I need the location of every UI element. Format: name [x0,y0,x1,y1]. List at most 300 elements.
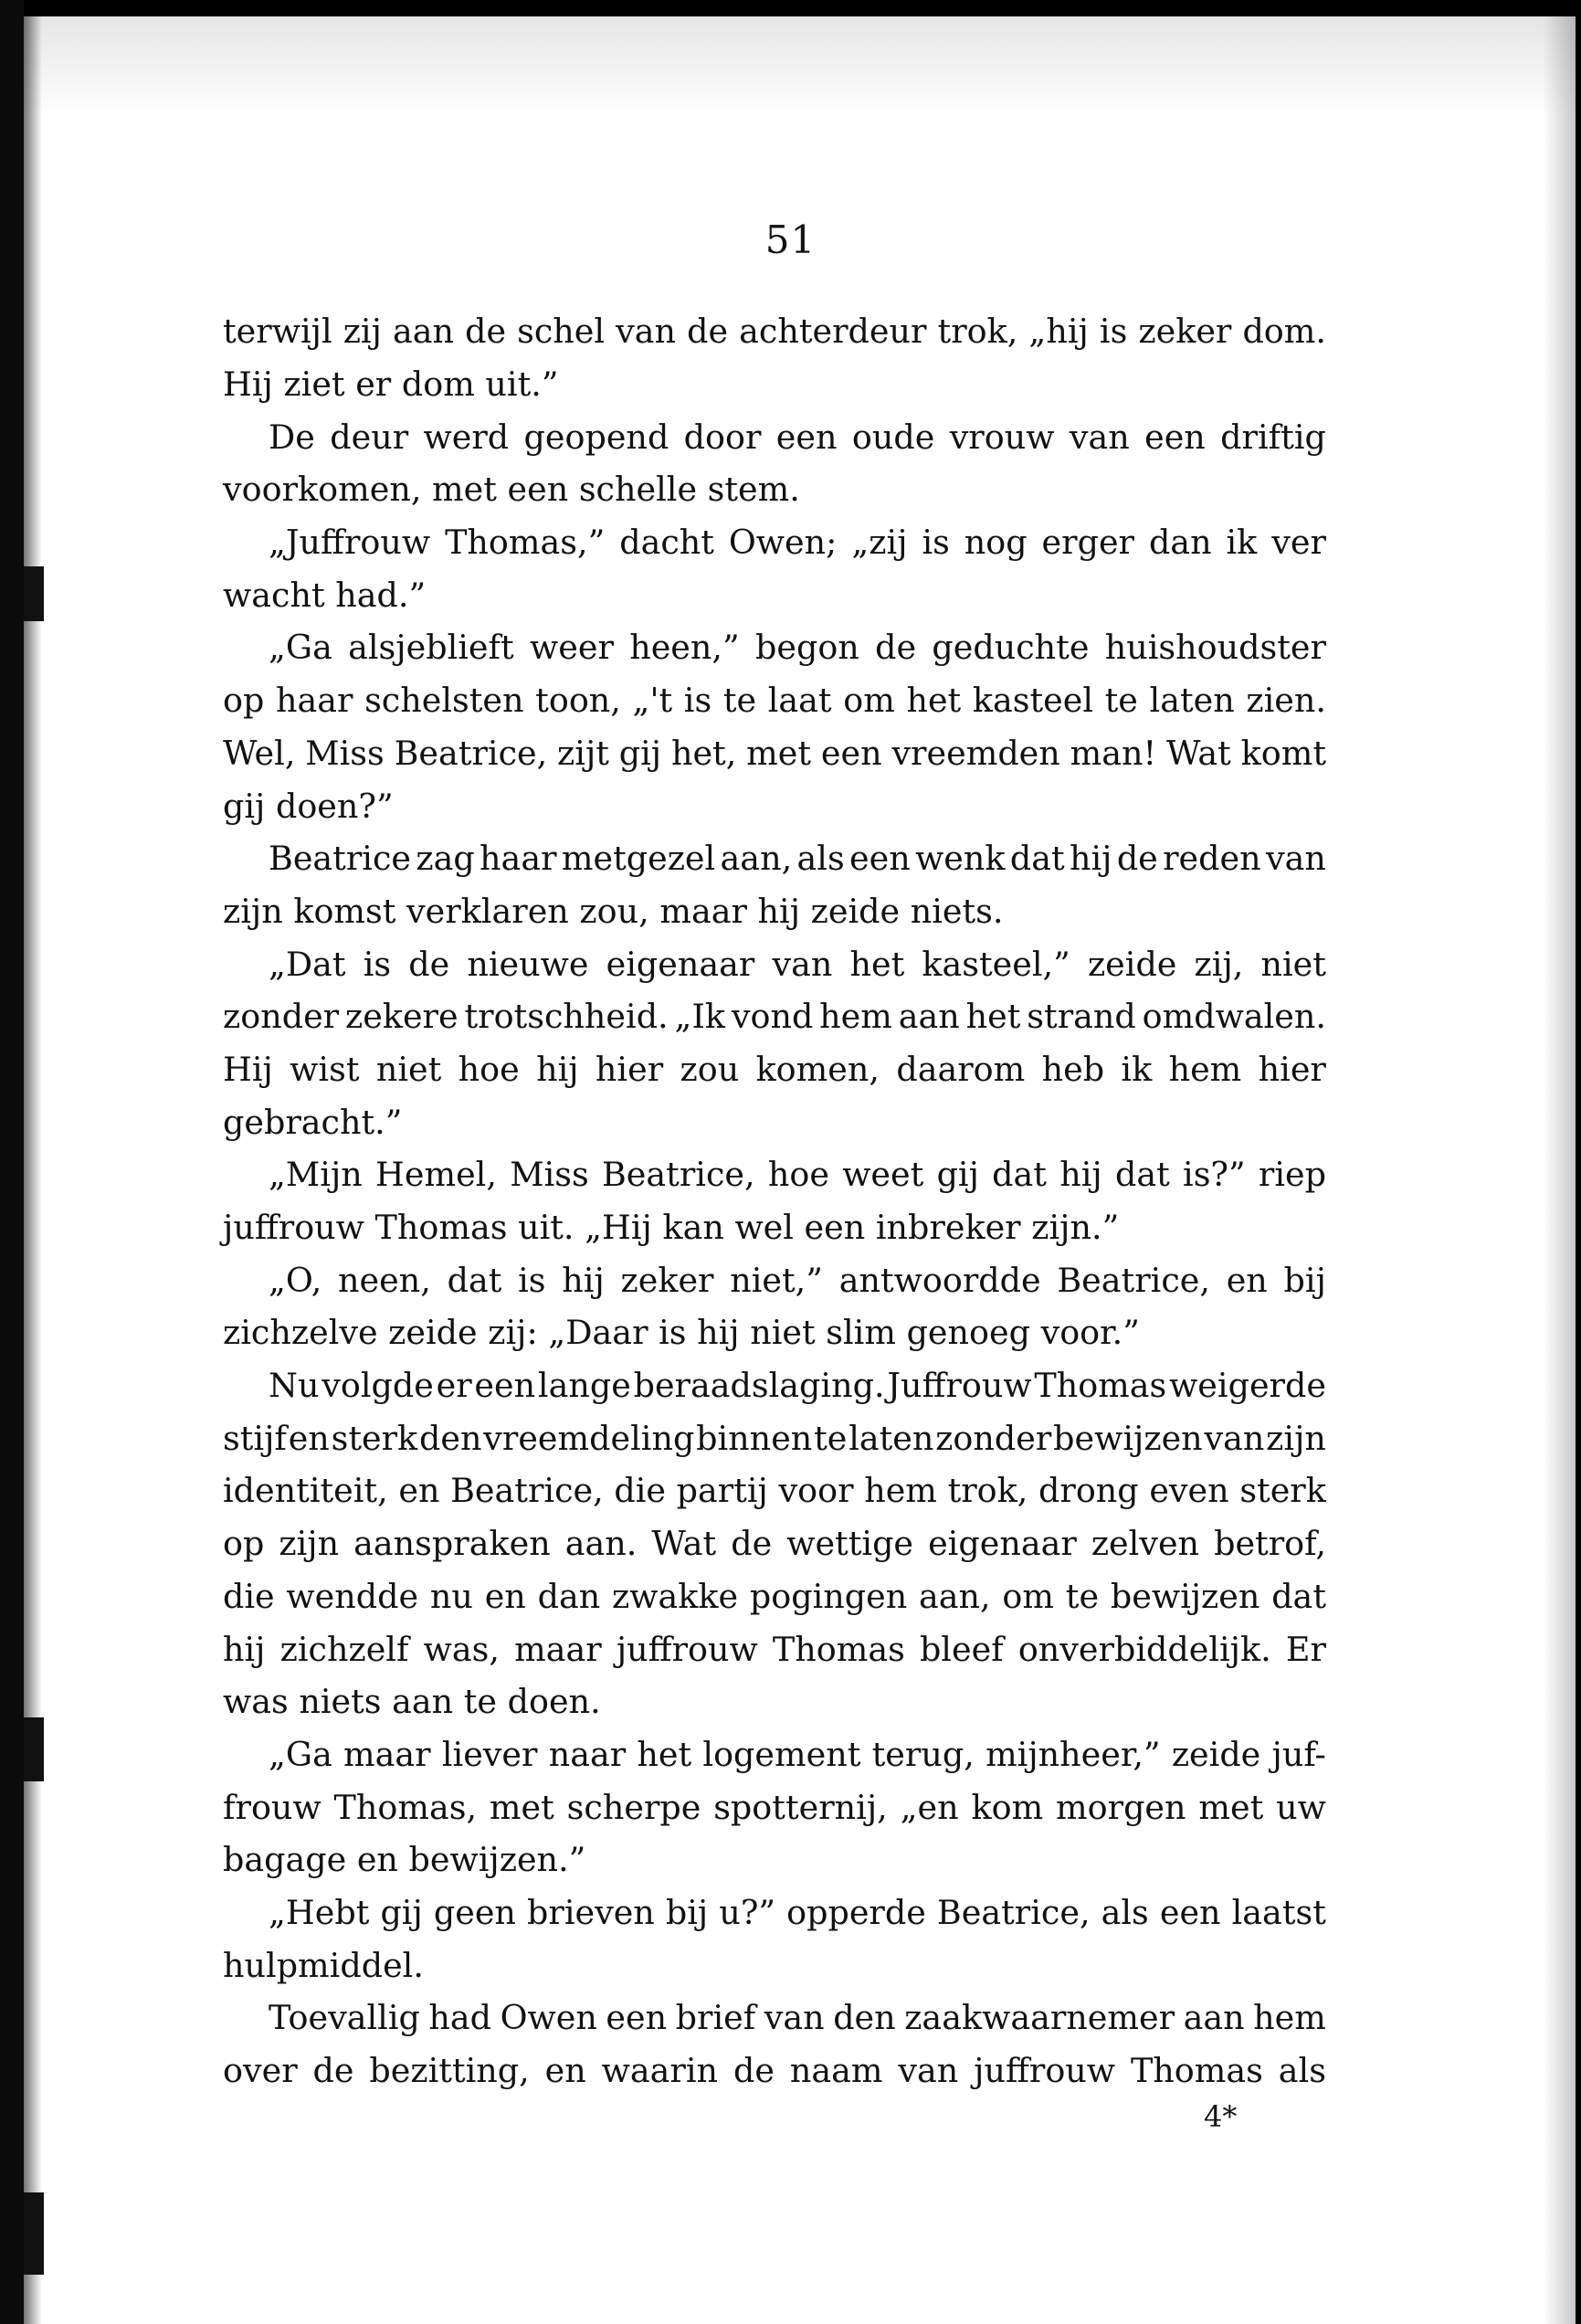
word: er [436,1366,472,1406]
word: van [1204,1418,1265,1458]
scan-right-border [1576,0,1581,2324]
word: weer [530,628,614,668]
word: stijf [223,1418,287,1458]
word: door [683,417,762,457]
word: laten [848,1418,934,1458]
word: te [1104,681,1138,721]
word: frouw [223,1787,321,1827]
word: de [1116,839,1158,879]
word: om [1002,1576,1055,1616]
word: begon [754,628,859,668]
text-line [223,937,1326,990]
word: brieven [527,1892,655,1932]
text-line: gij doen?” [223,786,394,826]
word: van [1265,839,1326,879]
word: dom. [1242,312,1326,352]
word: eigenaar [928,1524,1077,1564]
page-right-shadow [1543,16,1576,2324]
text-line: hulpmiddel. [223,1945,424,1985]
word: mijnheer,” [985,1734,1161,1774]
scan-top-border [0,0,1581,16]
word: den [833,1998,896,2038]
word: niet [375,1049,442,1089]
word: zwakke [612,1576,739,1616]
word: laatst [1231,1892,1326,1932]
word: dan [537,1576,601,1616]
word: aan. [564,1524,638,1564]
word: zijn [1266,1418,1326,1458]
word: van [764,1998,825,2038]
text-line: voorkomen, met een schelle stem. [223,470,800,510]
word: haar [275,681,353,721]
word: voor [778,1471,854,1511]
binding-shadow [24,0,42,2324]
text-line [223,305,1326,358]
text-line: bagage en bewijzen.” [223,1840,586,1880]
word: oude [851,417,935,457]
word: den [418,1418,482,1458]
word: vond [731,997,814,1037]
word: beraadslaging. [633,1366,885,1406]
text-line [223,1411,1326,1464]
word: omdwalen. [1142,997,1326,1037]
word: Wat [651,1524,717,1564]
word: zonder [223,997,340,1037]
word: aan [1183,1998,1245,2038]
text-line: gebracht.” [223,1102,403,1142]
word: waarin [601,2051,719,2091]
word: „O, [269,1260,322,1300]
word: kom [971,1787,1044,1827]
word: geduchte [932,628,1090,668]
word: niet [1260,944,1326,984]
word: metgezel [561,839,716,879]
word: komen, [755,1049,880,1089]
text-line: wacht had.” [223,575,427,615]
word: juffrouw [616,1629,758,1669]
word: daarom [896,1049,1026,1089]
word: gij [936,1155,979,1195]
word: een [474,1366,536,1406]
word: niet,” [730,1260,823,1300]
word: naar [548,1734,627,1774]
word: Beatrice, [936,1892,1091,1932]
word: „en [900,1787,959,1827]
word: kasteel [972,681,1093,721]
word: had [428,1998,492,2038]
word: „Hebt [269,1892,370,1932]
word: Owen; [728,523,838,563]
text-line: juffrouw Thomas uit. „Hij kan wel een inbreker zijn.” [223,1208,1120,1248]
word: De [269,417,315,457]
word: juf- [1271,1734,1326,1774]
word: weigerde [1169,1366,1326,1406]
word: wenk [915,839,1006,879]
word: het [965,997,1021,1037]
word: dat [992,1155,1047,1195]
word: van [1069,417,1130,457]
text-line [223,1464,1326,1517]
word: terwijl [223,312,332,352]
word: nu [429,1576,473,1616]
word: liever [441,1734,538,1774]
word: een [1144,417,1206,457]
text-line [223,727,1326,780]
word: zeide [1087,944,1177,984]
word: aanspraken [353,1524,551,1564]
word: Beatrice, [450,1471,604,1511]
word: volgde [321,1366,434,1406]
word: op [223,681,265,721]
word: „zij [851,523,908,563]
word: en [288,1418,330,1458]
text-line [223,1148,1326,1201]
word: nieuwe [467,944,589,984]
word: haar [480,839,557,879]
word: wist [290,1049,360,1089]
word: die [614,1471,666,1511]
word: eigenaar [606,944,755,984]
word: deur [330,417,409,457]
word: vreemden [891,733,1060,773]
word: van [898,2051,959,2091]
word: huishoudster [1104,628,1326,668]
text-line [223,621,1326,674]
text-line [223,1043,1326,1096]
word: is [363,944,392,984]
text-line: Hij ziet er dom uit.” [223,364,559,405]
word: bij [665,1892,709,1932]
word: zij [343,312,382,352]
word: laat [767,681,832,721]
word: maar [343,1734,431,1774]
text-line [223,410,1326,463]
word: te [1065,1576,1100,1616]
text-line [223,1728,1326,1781]
word: „Ik [674,997,725,1037]
word: aan [392,312,455,352]
word: u?” [719,1892,776,1932]
word: en [544,2051,586,2091]
word: is [922,523,950,563]
word: de [312,2051,354,2091]
word: even [1149,1471,1229,1511]
word: ver [1271,523,1326,563]
word: logement [702,1734,861,1774]
word: dan [1148,523,1212,563]
word: zeker [620,1260,714,1300]
binding-mark [24,566,44,621]
word: vrouw [949,417,1055,457]
word: Hij [223,1049,273,1089]
word: van [772,944,833,984]
word: uw [1276,1787,1326,1827]
word: hij [536,1049,579,1089]
word: wettige [786,1524,914,1564]
text-line: was niets aan te doen. [223,1682,601,1722]
word: Thomas, [333,1787,478,1827]
word: heb [1041,1049,1105,1089]
word: spotternij, [713,1787,888,1827]
text-line [223,516,1326,569]
word: man! [1070,733,1157,773]
word: Beatrice [269,839,412,879]
word: bij [1283,1260,1326,1300]
word: ik [1121,1049,1153,1089]
word: Thomas [772,1629,905,1669]
word: de [465,312,507,352]
text-line: zijn komst verklaren zou, maar hij zeide niets. [223,891,1004,931]
word: de [731,1524,773,1564]
word: aan, [919,1576,991,1616]
text-line [223,1517,1326,1570]
word: Thomas [1034,1366,1167,1406]
word: en [484,1576,526,1616]
word: schelsten [364,681,524,721]
word: zien. [1246,681,1326,721]
text-line [223,990,1326,1043]
text-line [223,832,1326,885]
word: zijt [557,733,609,773]
word: sterk [1239,1471,1326,1511]
word: een [820,733,882,773]
word: met [746,733,812,773]
text-line [223,1359,1326,1412]
word: hij [1059,1155,1102,1195]
text-line [223,1622,1326,1675]
word: Beatrice, [394,733,548,773]
word: zeide [1171,1734,1261,1774]
word: dat [1271,1576,1326,1616]
word: riep [1258,1155,1326,1195]
word: zekere [345,997,458,1037]
word: Miss [510,1155,589,1195]
word: de [733,2051,775,2091]
word: met [489,1787,554,1827]
text-line [223,1886,1326,1939]
word: pogingen [749,1576,908,1616]
word: zelven [1091,1524,1200,1564]
word: de [408,944,450,984]
word: hier [595,1049,664,1089]
text-line [223,2044,1326,2097]
signature-mark: 4* [1204,2099,1238,2134]
word: „Ga [269,628,332,668]
word: bewijzen [1110,1576,1260,1616]
scan-top-shadow [0,16,1581,117]
word: strand [1027,997,1136,1037]
word: laten [1149,681,1235,721]
word: zou [680,1049,740,1089]
word: zij, [1194,944,1244,984]
word: dacht [619,523,714,563]
word: reden [1163,839,1261,879]
word: hem [819,997,892,1037]
word: trok, [947,1471,1028,1511]
word: als [1278,2051,1326,2091]
word: bleef [919,1629,1004,1669]
word: werd [423,417,510,457]
word: bezitting, [369,2051,530,2091]
word: „Ga [269,1734,332,1774]
word: onverbiddelijk. [1017,1629,1271,1669]
word: lange [537,1366,631,1406]
word: is [683,681,712,721]
word: driftig [1220,417,1326,457]
word: achterdeur [739,312,927,352]
word: op [223,1524,265,1564]
word: de [875,628,917,668]
word: ik [1226,523,1258,563]
word: „'t [632,681,673,721]
word: zeker [1138,312,1232,352]
text-line: zichzelve zeide zij: „Daar is hij niet slim genoeg voor.” [223,1313,1140,1353]
word: om [843,681,895,721]
word: terug, [871,1734,975,1774]
word: is [1099,312,1128,352]
word: zag [416,839,475,879]
word: met [1198,1787,1264,1827]
word: hier [1258,1049,1326,1089]
word: Wat [1166,733,1231,773]
word: en [1226,1260,1268,1300]
word: zonder [935,1418,1052,1458]
word: nog [964,523,1028,563]
word: is [518,1260,546,1300]
word: „Dat [269,944,346,984]
word: bewijzen [1053,1418,1203,1458]
word: dat [1114,1155,1170,1195]
word: gij [380,1892,423,1932]
word: en [398,1471,440,1511]
text-line [223,1991,1326,2044]
word: zijn [279,1524,340,1564]
word: over [223,2051,298,2091]
word: komt [1240,733,1326,773]
word: Beatrice, [601,1155,755,1195]
word: aan, [720,839,793,879]
word: betrof, [1214,1524,1326,1564]
word: Thomas,” [445,523,606,563]
word: hoe [767,1155,829,1195]
word: maar [514,1629,602,1669]
body-text [223,305,1326,2097]
word: geopend [523,417,669,457]
word: trotschheid. [464,997,669,1037]
word: het [849,944,905,984]
word: wendde [286,1576,419,1616]
word: hem [1168,1049,1242,1089]
word: binnen [696,1418,813,1458]
word: van [616,312,677,352]
word: Hemel, [375,1155,497,1195]
word: „Juffrouw [269,523,431,563]
word: neen, [338,1260,431,1300]
word: Nu [269,1366,320,1406]
word: hoe [458,1049,520,1089]
word: aan [898,997,960,1037]
word: opperde [786,1892,926,1932]
word: zaakwaarnemer [904,1998,1175,2038]
word: schel [517,312,606,352]
word: Miss [305,733,385,773]
text-line [223,1570,1326,1623]
word: morgen [1056,1787,1186,1827]
word: trok, [937,312,1018,352]
word: het [637,1734,692,1774]
word: Beatrice, [1057,1260,1210,1300]
word: een [849,839,911,879]
word: te [814,1418,848,1458]
word: Er [1285,1629,1326,1669]
word: een [775,417,838,457]
word: is?” [1183,1155,1246,1195]
binding-mark [24,2192,44,2275]
word: dat [447,1260,502,1300]
word: Owen [500,1998,597,2038]
word: alsjeblieft [348,628,514,668]
word: als [1101,1892,1149,1932]
word: brief [675,1998,756,2038]
text-line [223,1780,1326,1833]
word: scherpe [566,1787,701,1827]
word: een [606,1998,668,2038]
word: hem [1253,1998,1326,2038]
word: kasteel,” [922,944,1070,984]
word: naam [789,2051,883,2091]
word: gij [618,733,662,773]
word: hij [562,1260,605,1300]
word: die [223,1576,275,1616]
word: weet [842,1155,924,1195]
word: vreemdeling [483,1418,695,1458]
word: sterk [331,1418,418,1458]
word: toon, [535,681,621,721]
word: zichzelf [279,1629,409,1669]
word: hij [223,1629,266,1669]
word: juffrouw [974,2051,1116,2091]
text-line [223,674,1326,727]
text-line [223,1253,1326,1306]
word: geen [433,1892,516,1932]
word: „hij [1028,312,1089,352]
word: Juffrouw [887,1366,1032,1406]
word: identiteit, [223,1471,388,1511]
word: partij [676,1471,768,1511]
word: Toevallig [269,1998,420,2038]
word: erger [1041,523,1135,563]
word: het [906,681,962,721]
book-binding-edge [0,0,24,2324]
word: „Mijn [269,1155,363,1195]
word: te [722,681,757,721]
page-number: 51 [764,217,817,262]
word: antwoordde [838,1260,1041,1300]
word: een [1159,1892,1221,1932]
binding-mark [24,1717,44,1781]
word: hem [864,1471,937,1511]
word: heen,” [629,628,740,668]
word: als [796,839,845,879]
word: Wel, [223,733,296,773]
word: was, [423,1629,500,1669]
word: dat [1009,839,1065,879]
word: hij [1069,839,1112,879]
word: de [687,312,729,352]
word: drong [1038,1471,1139,1511]
word: het, [670,733,737,773]
word: Thomas [1130,2051,1263,2091]
